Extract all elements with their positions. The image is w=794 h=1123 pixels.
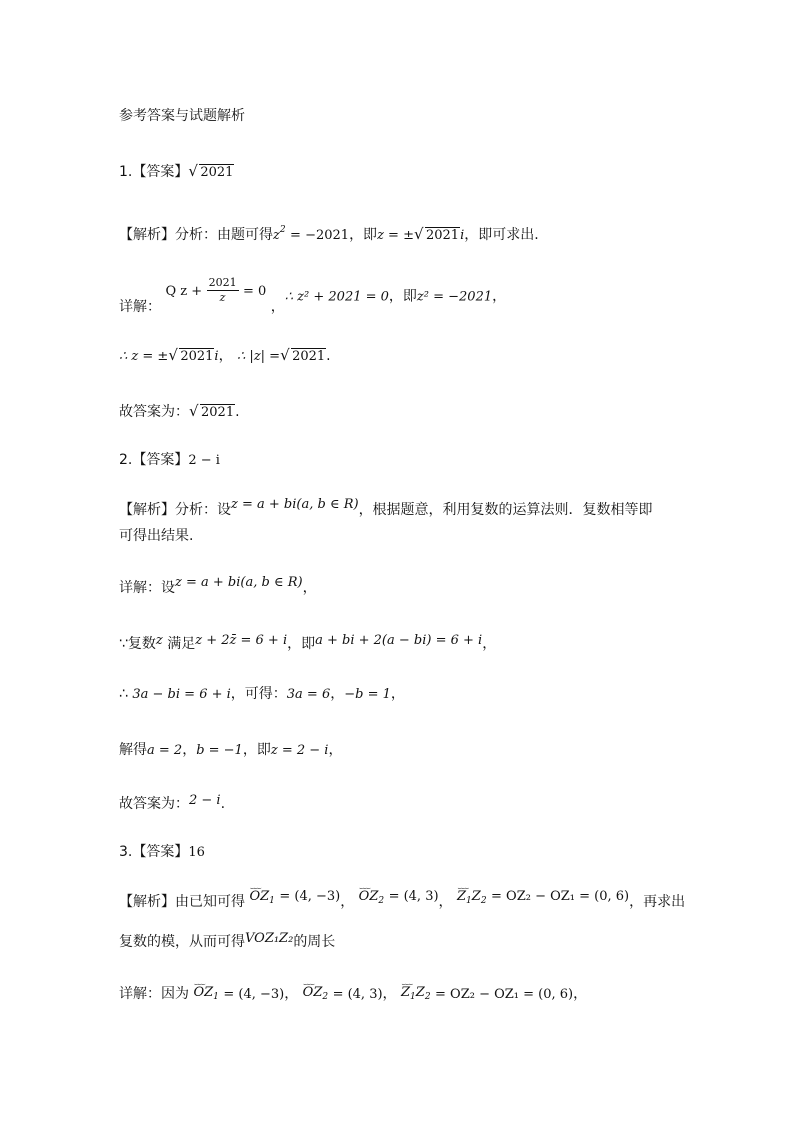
q2-detail2: ∵复数z 满足z + 2z̄ = 6 + i，即a + bi + 2(a − bi) = 6 + i， (119, 633, 497, 652)
q1-detail-eq-c: z² = −2021 (416, 289, 493, 305)
q3-analysis-prefix: 【解析】由已知可得 (119, 894, 245, 910)
q2-detail4-prefix: 解得 (119, 742, 147, 758)
q2-detail3-prefix: ∴ (119, 686, 128, 702)
q3-answer-line (119, 842, 205, 863)
q1-final-sqrt: √ 2021 (189, 402, 235, 420)
q3-vec-oz1-val: = (4, −3) (279, 889, 341, 904)
q1-detail-frac: $\frac{2021}{z}$ (208, 276, 237, 304)
q3-detail-vec-oz1: ⌣⌣⌣ $OZ_1$ (193, 983, 218, 1007)
q1-analysis-suffix: ，即可求出. (464, 227, 539, 243)
q1-label: 1.【答案】 (119, 164, 189, 180)
q2-answer: 2 − i (188, 453, 220, 468)
q3-label: 3.【答案】 (119, 844, 189, 860)
q2-detail2-eq2: a + bi + 2(a − bi) = 6 + i (315, 633, 483, 648)
q3-detail-vec-z1z2-eq: = OZ₂ − OZ₁ = (0, 6) (435, 987, 574, 1002)
q1-detail-eq-b: ∴ z² + 2021 = 0 (284, 289, 389, 305)
q2-detail3-mid: ，可得： (230, 686, 287, 702)
q1-final-prefix: 故答案为： (119, 404, 189, 420)
q3-triangle: VOZ₁Z₂ (245, 931, 294, 946)
q1-answer-sqrt: √ 2021 (188, 162, 234, 180)
q3-detail-prefix: 详解：因为 (119, 986, 189, 1002)
q2-detail4-eq1: a = 2 (147, 743, 183, 758)
q1-line3-i: i (214, 349, 219, 364)
q2-answer-line (119, 450, 220, 471)
q1-line3-sqrt1: √ 2021 (168, 346, 214, 364)
q2-detail3-eq2: 3a = 6 (286, 687, 331, 702)
q2-detail2-mid: 满足 (167, 636, 196, 652)
q1-detail-eq-a-pre: Q z + (165, 283, 203, 299)
q2-analysis-eq: z = a + bi(a, b ∈ R) (231, 497, 359, 512)
q3-vec-oz2-val: = (4, 3) (388, 889, 439, 904)
page-heading: 参考答案与试题解析 (119, 108, 245, 124)
q3-analysis-line2-a: 复数的模，从而可得 (119, 934, 245, 950)
q3-vec-z1z2: ⌣⌣⌣ $Z_1Z_2$ (457, 887, 487, 911)
q1-detail-eq-a-post: = 0 (243, 283, 267, 299)
q1-analysis-line (119, 220, 539, 246)
q2-detail2-mid2: ，即 (287, 636, 316, 652)
q2-detail1-prefix: 详解：设 (119, 580, 175, 596)
q2-analysis-suffix: ，根据题意，利用复数的运算法则．复数相等即 (358, 502, 653, 518)
q2-label: 2.【答案】 (119, 452, 189, 468)
q3-detail-vec-z1z2: ⌣⌣⌣ $Z_1Z_2$ (401, 983, 431, 1007)
q1-analysis-z2: $z^2$ (273, 225, 286, 243)
q2-detail2-z: z (155, 633, 163, 648)
q2-final-line: 故答案为：2 − i. (119, 793, 226, 812)
q3-detail-vec-oz1-val: = (4, −3) (223, 987, 285, 1002)
q3-analysis-line2 (119, 932, 335, 953)
q1-final-line: 故答案为： √ 2021. (119, 402, 240, 423)
q2-detail1: 详解：设z = a + bi(a, b ∈ R)， (119, 575, 317, 596)
q2-detail3-eq3: −b = 1 (344, 687, 391, 702)
q1-line3-sqrt2: √ 2021 (280, 346, 326, 364)
q1-analysis-i: i (460, 228, 465, 243)
q2-detail4-mid: ，即 (242, 742, 271, 758)
q1-analysis-prefix: 【解析】分析：由题可得 (119, 227, 273, 243)
q3-vec-oz1: ⌣⌣⌣ $OZ_1$ (249, 887, 274, 911)
q2-analysis-prefix: 【解析】分析：设 (119, 502, 231, 518)
q2-detail2-eq1: z + 2z̄ = 6 + i (195, 633, 288, 648)
q1-detail-prefix: 详解： (119, 298, 161, 315)
q1-detail-line: 详解： Q z + $\frac{2021}{z}$ = 0 ，∴ z² + 2021 = 0，即z² = −2021， (119, 276, 507, 315)
q3-analysis-line2-b: 的周长 (293, 934, 336, 950)
q3-detail-line: 详解：因为 ⌣⌣⌣ $OZ_1 = (4$, −3)， ⌣⌣⌣ $OZ_2 = (4$, 3)， ⌣⌣⌣ $Z_1Z_2 = OZ_2 - OZ_1 = (0$, 6)， (119, 984, 587, 1009)
q2-final-prefix: 故答案为： (119, 796, 189, 812)
q3-vec-z1z2-eq: = OZ₂ − OZ₁ = (0, 6) (491, 889, 630, 904)
q3-analysis-suffix: ，再求出 (629, 894, 686, 910)
q1-analysis-eq2: z = ± (377, 228, 414, 243)
q3-answer: 16 (188, 845, 205, 860)
q1-analysis-sqrt: √ 2021 (413, 225, 460, 243)
q2-detail1-eq: z = a + bi(a, b ∈ R) (175, 575, 303, 590)
q1-line3-eq2-pre: ∴ |z| = (237, 349, 281, 364)
q2-detail4: 解得a = 2，b = −1，即z = 2 − i， (119, 742, 343, 758)
q3-detail-vec-oz2: ⌣⌣⌣ $OZ_2$ (303, 983, 328, 1007)
q1-analysis-mid: ，即 (349, 227, 378, 243)
q1-answer-line (119, 162, 234, 183)
q3-vec-oz2: ⌣⌣⌣ $OZ_2$ (359, 887, 384, 911)
q3-detail-vec-oz2-val: = (4, 3) (332, 987, 383, 1002)
q2-detail4-eq3: z = 2 − i (270, 743, 329, 758)
q2-detail2-prefix: ∵复数 (119, 636, 156, 652)
q1-analysis-eq1: = −2021 (290, 228, 350, 243)
q2-detail3: ∴ 3a − bi = 6 + i，可得：3a = 6，−b = 1， (119, 686, 405, 702)
q2-final-eq: 2 − i (189, 793, 221, 808)
q2-analysis-line (119, 497, 653, 521)
q2-detail4-eq2: b = −1 (196, 743, 243, 758)
q1-line3-eq1-pre: ∴ z = ± (119, 349, 169, 364)
q1-line3: ∴ z = ± √ 2021i， ∴ |z| = √ 2021. (119, 346, 331, 367)
q2-detail3-eq1: 3a − bi = 6 + i (132, 687, 231, 702)
q2-analysis-line2: 可得出结果. (119, 528, 194, 544)
q3-analysis-line: 【解析】由已知可得 ⌣⌣⌣ $OZ_1 = (4$, −3)， ⌣⌣⌣ $OZ_2 = (4$, 3)， ⌣⌣⌣ $Z_1Z_2 = OZ_2 - OZ_1 = (0$, 6)，再求出 (119, 892, 685, 917)
